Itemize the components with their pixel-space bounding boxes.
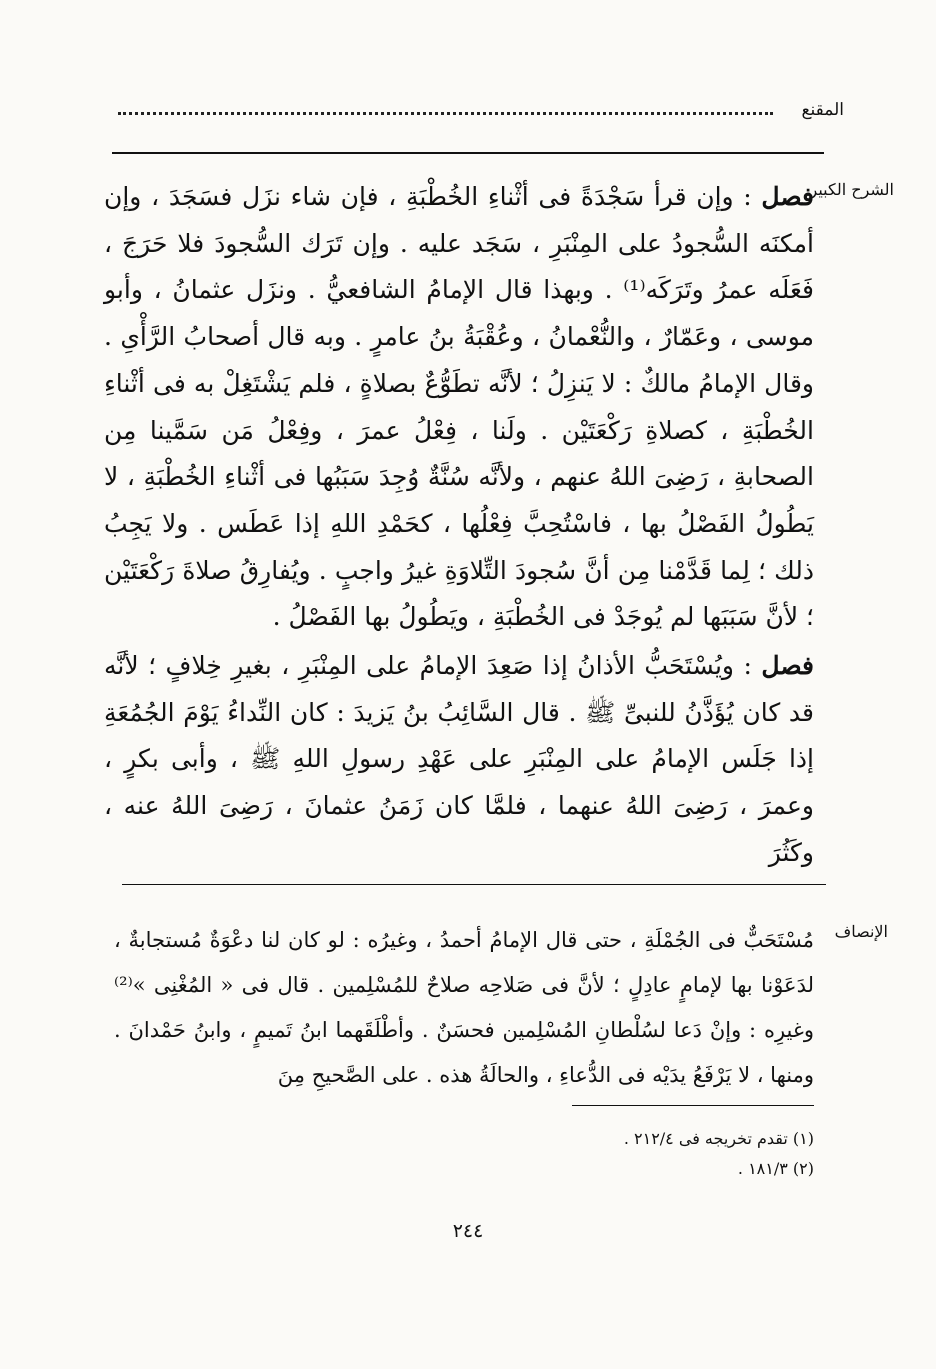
page-number: ٢٤٤ [452, 1220, 484, 1242]
section-heading: فصل [761, 651, 814, 681]
footnote-2: (٢) ١٨١/٣ . [737, 1159, 814, 1178]
sharh-margin-label: الشرح الكبير [809, 180, 894, 199]
footnote-rule [572, 1105, 814, 1106]
footnotes [314, 1124, 814, 1184]
paragraph-body: : وإن قرأ سَجْدَةً فى أثْناءِ الخُطْبَةِ ، فإن شاء نزَل فسَجَدَ ، وإن أمكنَه السُّجودُ على المِنْبَرِ ، سَجَد عليه . وإن تَرَك السُّجودَ فلا حَرَجَ ، فَعَلَه عمرُ وتَرَكَه⁽¹⁾ . وبهذا قال الإمامُ الشافعيُّ . ونزَل عثمانُ ، وأبو موسى ، وعَمّارٌ ، والنُّعْمانُ ، وعُقْبَةُ بنُ عامرٍ . وبه قال أصحابُ الرَّأْىِ . وقال الإمامُ مالكٌ : لا يَنزِلُ ؛ لأنَّه تطَوُّعٌ بصلاةٍ ، فلم يَشْتَغِلْ به فى أثْناءِ الخُطْبَةِ ، كصلاةِ رَكْعَتَيْن . ولَنا ، فِعْلُ عمرَ ، وفِعْلُ مَن سَمَّينا مِن الصحابةِ ، رَضِىَ اللهُ عنهم ، ولأنَّه سُنَّةٌ وُجِدَ سَبَبُها فى أثْناءِ الخُطْبَةِ ، لا يَطُولُ الفَصْلُ بها ، فاسْتُحِبَّ فِعْلُها ، كحَمْدِ اللهِ إذا عَطَس . ولا يَجِبُ ذلك ؛ لِما قَدَّمْنا مِن أنَّ سُجودَ التِّلاوَةِ غيرُ واجبٍ . ويُفارِقُ صلاةَ رَكْعَتَيْن ؛ لأنَّ سَبَبَها لم يُوجَدْ فى الخُطْبَةِ ، ويَطُولُ بها الفَصْلُ . [104, 182, 814, 632]
footnote-1: (١) تقدم تخريجه فى ٢١٢/٤ . [623, 1129, 814, 1148]
paragraph-body: : ويُسْتَحَبُّ الأذانُ إذا صَعِدَ الإمامُ على المِنْبَرِ ، بغيرِ خِلافٍ ؛ لأنَّه قد كان يُؤَذَّنُ للنبىِّ ﷺ . قال السَّائِبُ بنُ يَزيدَ : كان النِّداءُ يَوْمَ الجُمُعَةِ إذا جَلَس الإمامُ على المِنْبَرِ على عَهْدِ رسولِ اللهِ ﷺ ، وأبى بكرٍ ، وعمرَ ، رَضِىَ اللهُ عنهما ، فلمَّا كان زَمَنُ عثمانَ ، رَضِىَ اللهُ عنه ، وكَثُرَ [104, 651, 814, 867]
sharh-paragraph-2 [104, 643, 814, 877]
running-title: المقنع [801, 100, 844, 120]
sharh-text-block [104, 174, 814, 879]
insaf-margin-label: الإنصاف [834, 922, 888, 941]
section-divider [122, 884, 826, 885]
insaf-paragraph: مُسْتَحَبٌّ فى الجُمْلَةِ ، حتى قال الإمامُ أحمدُ ، وغيرُه : لو كان لنا دعْوَةٌ مُستجابةٌ ، لدَعَوْنا بها لإمامٍ عادِلٍ ؛ لأنَّ فى صَلاحِه صلاحٌ للمُسْلِمين . قال فى « المُغْنِى »⁽²⁾ وغيرِه : وإنْ دَعا لسُلْطانِ المُسْلِمين فحسَنٌ . وأطْلَقَهما ابنُ تَميمٍ ، وابنُ حَمْدانَ . ومنها ، لا يَرْفَعُ يدَيْه فى الدُّعاءِ ، والحالَةُ هذه . على الصَّحيحِ مِنَ [114, 928, 814, 1087]
insaf-text-block [114, 918, 814, 1098]
top-rule [112, 152, 824, 154]
dotted-separator [118, 112, 773, 115]
section-heading: فصل [761, 182, 814, 211]
sharh-paragraph-1 [104, 174, 814, 641]
